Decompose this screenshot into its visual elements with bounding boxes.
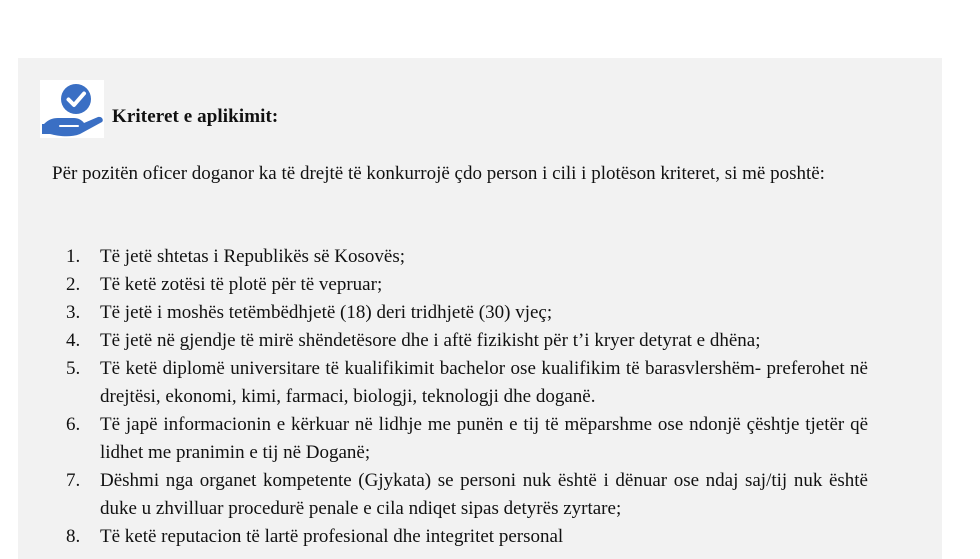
criteria-item [52, 327, 868, 355]
criteria-item-text: Të ketë diplomë universitare të kualifikimit bachelor ose kualifikim të barasvlershëm- preferohet në drejtësi, ekonomi, kimi, farmaci, biologji, teknologji dhe doganë. [100, 358, 868, 407]
criteria-item-number: 8. [66, 526, 81, 547]
criteria-item-number: 6. [66, 414, 81, 435]
criteria-item-number: 3. [66, 302, 81, 323]
criteria-item [52, 243, 868, 271]
criteria-item-text: Të ketë reputacion të lartë profesional dhe integritet personal [100, 526, 564, 547]
section-header [40, 80, 278, 138]
criteria-item [52, 355, 868, 411]
criteria-list [52, 243, 868, 551]
criteria-item [52, 523, 868, 551]
intro-paragraph: Për pozitën oficer doganor ka të drejtë të konkurrojë çdo person i cili i plotëson kriteret, si më poshtë: [52, 163, 825, 184]
criteria-item [52, 411, 868, 467]
criteria-item [52, 467, 868, 523]
hand-checkmark-icon [40, 80, 104, 138]
criteria-item-text: Të jetë në gjendje të mirë shëndetësore dhe i aftë fizikisht për t’i kryer detyrat e dhëna; [100, 330, 761, 351]
criteria-panel [18, 58, 942, 559]
criteria-item-text: Dëshmi nga organet kompetente (Gjykata) se personi nuk është i dënuar ose ndaj saj/tij nuk është duke u zhvilluar procedurë penale e cila ndiqet sipas detyrës zyrtare; [100, 470, 868, 519]
criteria-item-number: 5. [66, 358, 81, 379]
criteria-item-text: Të jetë shtetas i Republikës së Kosovës; [100, 246, 405, 267]
criteria-item [52, 271, 868, 299]
criteria-item-text: Të jetë i moshës tetëmbëdhjetë (18) deri tridhjetë (30) vjeç; [100, 302, 553, 323]
criteria-item [52, 299, 868, 327]
criteria-item-text: Të japë informacionin e kërkuar në lidhje me punën e tij të mëparshme ose ndonjë çështje tjetër që lidhet me pranimin e tij në Doganë; [100, 414, 868, 463]
criteria-item-number: 4. [66, 330, 81, 351]
criteria-item-number: 7. [66, 470, 81, 491]
criteria-item-number: 1. [66, 246, 81, 267]
criteria-item-text: Të ketë zotësi të plotë për të vepruar; [100, 274, 383, 295]
section-title: Kriteret e aplikimit: [112, 106, 279, 127]
criteria-item-number: 2. [66, 274, 81, 295]
